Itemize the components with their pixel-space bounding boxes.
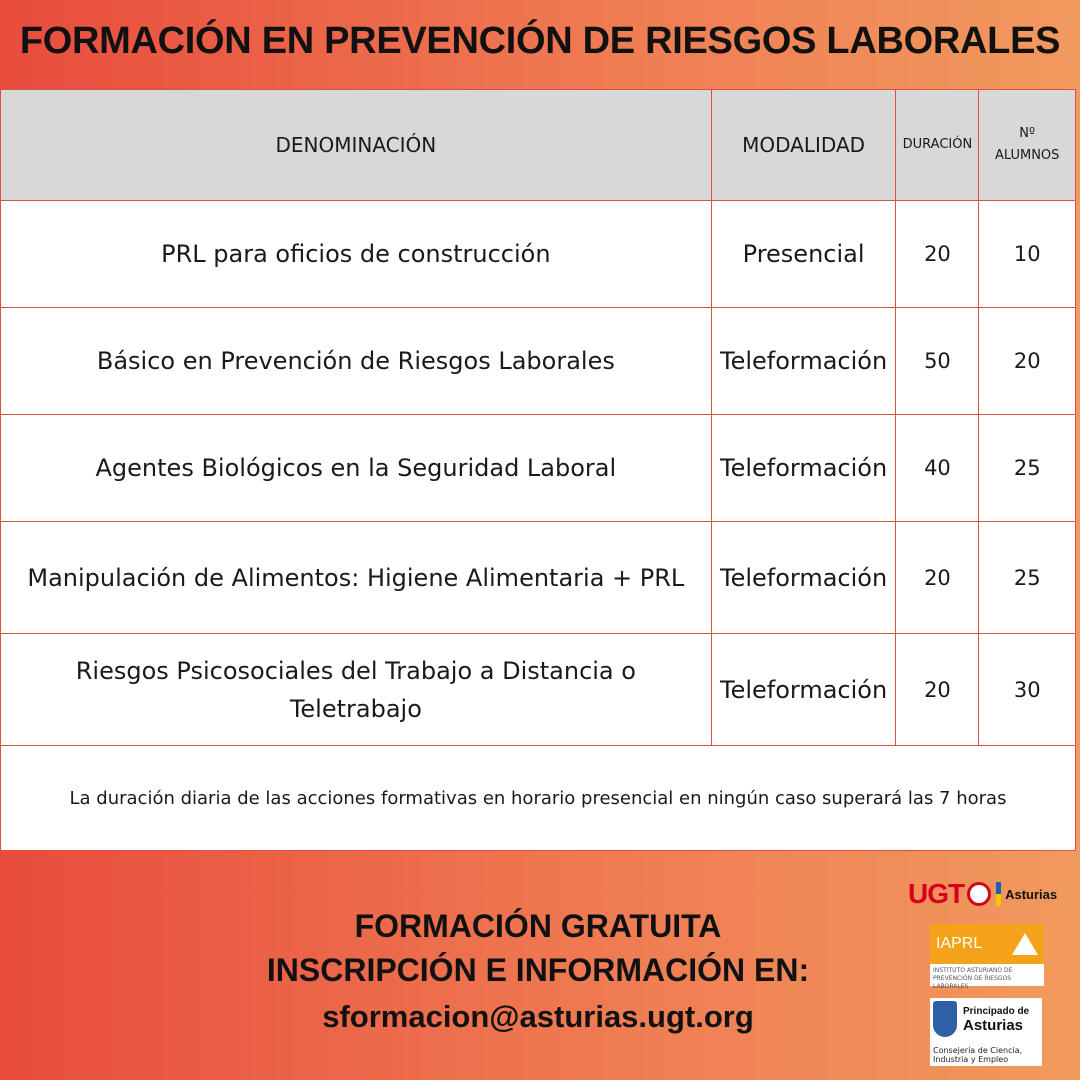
course-duration: 20 — [896, 634, 979, 746]
note-row — [1, 746, 1076, 851]
course-name-line2: Teletrabajo — [289, 694, 422, 723]
handshake-icon — [967, 882, 991, 906]
course-students: 30 — [979, 634, 1076, 746]
course-duration: 40 — [896, 415, 979, 522]
contact-email-link[interactable]: sformacion@asturias.ugt.org — [322, 999, 754, 1034]
table-row — [1, 201, 1076, 308]
course-name: Manipulación de Alimentos: Higiene Alimentaria + PRL — [1, 522, 712, 634]
course-name-line1: Riesgos Psicosociales del Trabajo a Distancia o — [75, 656, 636, 685]
course-students: 25 — [979, 522, 1076, 634]
course-modality: Teleformación — [711, 522, 896, 634]
course-students: 20 — [979, 308, 1076, 415]
course-duration: 50 — [896, 308, 979, 415]
table-row — [1, 415, 1076, 522]
table-row — [1, 634, 1076, 746]
table-row — [1, 308, 1076, 415]
header-duracion: DURACIÓN — [896, 90, 979, 201]
course-name: PRL para oficios de construcción — [1, 201, 712, 308]
iaprl-subtitle: INSTITUTO ASTURIANO DE PREVENCIÓN DE RIESGOS LABORALES — [933, 967, 1013, 990]
principado-line1: Principado de — [963, 1006, 1030, 1017]
course-modality: Teleformación — [711, 415, 896, 522]
principado-logo — [930, 998, 1042, 1066]
page-title: FORMACIÓN EN PREVENCIÓN DE RIESGOS LABORALES — [19, 20, 1061, 62]
iaprl-logo — [930, 924, 1044, 990]
ugt-logo-text: UGT — [908, 878, 965, 909]
course-name: Agentes Biológicos en la Seguridad Laboral — [1, 415, 712, 522]
free-training-label: FORMACIÓN GRATUITA — [354, 908, 722, 944]
course-students: 10 — [979, 201, 1076, 308]
table-row — [1, 522, 1076, 634]
course-duration: 20 — [896, 522, 979, 634]
ugt-logo — [908, 878, 1057, 910]
course-modality: Teleformación — [711, 308, 896, 415]
course-modality: Presencial — [711, 201, 896, 308]
header-alumnos — [979, 90, 1076, 201]
ugt-region-label: Asturias — [1005, 886, 1058, 902]
iaprl-logo-text: IAPRL — [936, 935, 983, 952]
header-alumnos-line1: Nº — [1019, 126, 1036, 141]
header-alumnos-line2: ALUMNOS — [994, 148, 1060, 163]
course-duration: 20 — [896, 201, 979, 308]
warning-triangle-icon — [1012, 933, 1038, 955]
course-name — [1, 634, 712, 746]
course-name: Básico en Prevención de Riesgos Laborales — [1, 308, 712, 415]
principado-department: Consejería de Ciencia, Industria y Empleo — [933, 1046, 1023, 1064]
footer-info — [178, 904, 898, 1042]
table-header-row — [1, 90, 1076, 201]
principado-line2: Asturias — [963, 1017, 1024, 1034]
registration-label: INSCRIPCIÓN E INFORMACIÓN EN: — [266, 952, 810, 988]
duration-note: La duración diaria de las acciones formativas en horario presencial en ningún caso superará las 7 horas — [1, 746, 1076, 851]
course-students: 25 — [979, 415, 1076, 522]
courses-table — [0, 89, 1076, 851]
coat-of-arms-icon — [933, 1001, 957, 1037]
flag-icon — [996, 882, 1001, 906]
header-modalidad: MODALIDAD — [711, 90, 896, 201]
header-denominacion: DENOMINACIÓN — [1, 90, 712, 201]
course-modality: Teleformación — [711, 634, 896, 746]
